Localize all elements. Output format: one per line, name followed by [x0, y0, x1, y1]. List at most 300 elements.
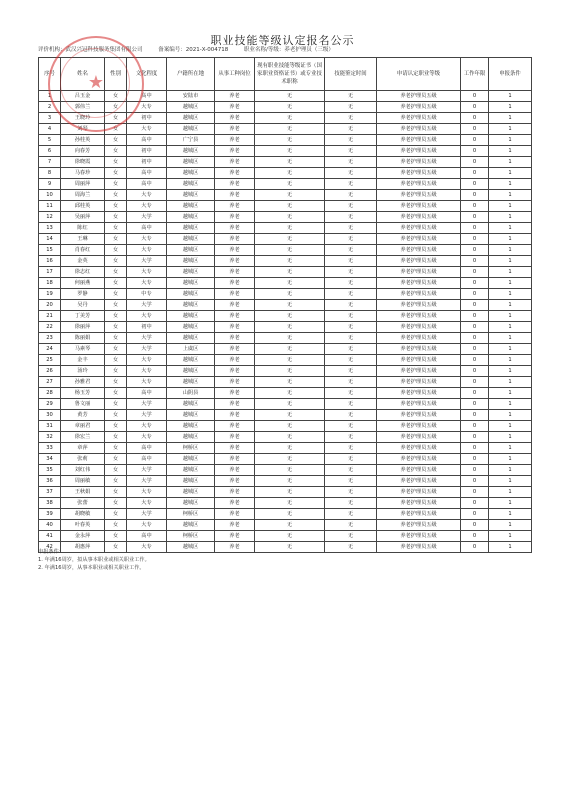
- table-cell: 女: [105, 498, 127, 509]
- table-row: [39, 201, 532, 212]
- table-cell: 1: [489, 542, 532, 553]
- table-cell: 邱桂英: [61, 201, 105, 212]
- table-cell: 徐宏兰: [61, 432, 105, 443]
- table-cell: 0: [461, 542, 489, 553]
- table-cell: 养老: [215, 256, 255, 267]
- table-cell: 1: [489, 465, 532, 476]
- table-cell: 胡晓敏: [61, 509, 105, 520]
- table-cell: 何丽燕: [61, 278, 105, 289]
- table-cell: 1: [489, 443, 532, 454]
- table-cell: 0: [461, 388, 489, 399]
- table-cell: 0: [461, 146, 489, 157]
- table-cell: 养老: [215, 476, 255, 487]
- table-row: [39, 223, 532, 234]
- table-cell: 养老护理员五级: [377, 509, 461, 520]
- table-cell: 养老: [215, 531, 255, 542]
- table-cell: 养老护理员五级: [377, 157, 461, 168]
- table-cell: 0: [461, 465, 489, 476]
- table-cell: 越城区: [167, 322, 215, 333]
- table-cell: 大专: [127, 190, 167, 201]
- table-cell: 无: [255, 124, 325, 135]
- table-cell: 养老护理员五级: [377, 476, 461, 487]
- table-cell: 女: [105, 454, 127, 465]
- table-cell: 陈红: [61, 223, 105, 234]
- table-cell: 无: [325, 377, 377, 388]
- table-cell: 养老: [215, 300, 255, 311]
- table-cell: 越城区: [167, 256, 215, 267]
- table-cell: 1: [489, 311, 532, 322]
- table-cell: 1: [489, 179, 532, 190]
- table-cell: 女: [105, 135, 127, 146]
- table-row: [39, 344, 532, 355]
- table-cell: 无: [325, 355, 377, 366]
- table-cell: 无: [325, 399, 377, 410]
- table-cell: 金丰: [61, 355, 105, 366]
- table-cell: 越城区: [167, 355, 215, 366]
- table-cell: 无: [325, 322, 377, 333]
- note-item: 1. 年满16周岁，拟从事本职业或相关职业工作。: [38, 557, 150, 563]
- table-cell: 1: [489, 333, 532, 344]
- column-header: 序号: [39, 58, 61, 91]
- table-cell: 无: [255, 520, 325, 531]
- table-cell: 高中: [127, 388, 167, 399]
- table-row: [39, 91, 532, 102]
- table-header-row: [39, 58, 532, 91]
- table-cell: 向春芳: [61, 146, 105, 157]
- table-cell: 女: [105, 432, 127, 443]
- table-cell: 1: [489, 190, 532, 201]
- table-cell: 王琳: [61, 234, 105, 245]
- table-cell: 越城区: [167, 476, 215, 487]
- table-cell: 0: [461, 498, 489, 509]
- table-cell: 越城区: [167, 520, 215, 531]
- table-cell: 0: [461, 212, 489, 223]
- column-header: 技能鉴定时间: [325, 58, 377, 91]
- table-cell: 养老护理员五级: [377, 256, 461, 267]
- table-cell: 0: [461, 124, 489, 135]
- table-cell: 女: [105, 333, 127, 344]
- table-cell: 养老护理员五级: [377, 377, 461, 388]
- table-cell: 1: [489, 278, 532, 289]
- table-cell: 养老: [215, 179, 255, 190]
- table-cell: 0: [461, 168, 489, 179]
- table-cell: 越城区: [167, 190, 215, 201]
- table-cell: 女: [105, 201, 127, 212]
- table-cell: 0: [461, 245, 489, 256]
- table-cell: 32: [39, 432, 61, 443]
- table-cell: 21: [39, 311, 61, 322]
- table-cell: 0: [461, 256, 489, 267]
- table-cell: 24: [39, 344, 61, 355]
- table-cell: 大专: [127, 498, 167, 509]
- table-cell: 无: [325, 388, 377, 399]
- table-cell: 大专: [127, 234, 167, 245]
- table-cell: 越城区: [167, 432, 215, 443]
- table-cell: 无: [255, 212, 325, 223]
- table-cell: 0: [461, 355, 489, 366]
- table-cell: 0: [461, 432, 489, 443]
- table-cell: 女: [105, 311, 127, 322]
- table-cell: 无: [325, 212, 377, 223]
- table-cell: 越城区: [167, 234, 215, 245]
- table-cell: 养老护理员五级: [377, 212, 461, 223]
- table-cell: 郭伟兰: [61, 102, 105, 113]
- table-cell: 1: [489, 124, 532, 135]
- column-header: 文化程度: [127, 58, 167, 91]
- table-cell: 无: [255, 157, 325, 168]
- table-cell: 无: [255, 267, 325, 278]
- table-cell: 大专: [127, 124, 167, 135]
- table-cell: 女: [105, 421, 127, 432]
- table-cell: 养老: [215, 542, 255, 553]
- table-cell: 越城区: [167, 465, 215, 476]
- table-cell: 无: [255, 344, 325, 355]
- table-cell: 无: [255, 146, 325, 157]
- table-cell: 女: [105, 344, 127, 355]
- table-cell: 无: [325, 476, 377, 487]
- table-cell: 女: [105, 113, 127, 124]
- table-row: [39, 168, 532, 179]
- table-cell: 9: [39, 179, 61, 190]
- table-cell: 0: [461, 223, 489, 234]
- table-cell: 1: [489, 256, 532, 267]
- table-cell: 1: [489, 520, 532, 531]
- table-cell: 越城区: [167, 487, 215, 498]
- table-cell: 29: [39, 399, 61, 410]
- table-cell: 女: [105, 322, 127, 333]
- table-cell: 无: [325, 91, 377, 102]
- table-cell: 养老: [215, 289, 255, 300]
- table-cell: 养老护理员五级: [377, 366, 461, 377]
- table-cell: 无: [255, 498, 325, 509]
- table-cell: 1: [489, 300, 532, 311]
- table-cell: 养老护理员五级: [377, 113, 461, 124]
- plan-number: 备案编号：2021-X-004718: [158, 47, 229, 53]
- table-cell: 1: [489, 476, 532, 487]
- table-cell: 女: [105, 487, 127, 498]
- table-cell: 初中: [127, 157, 167, 168]
- table-cell: 3: [39, 113, 61, 124]
- table-cell: 无: [255, 399, 325, 410]
- table-cell: 养老: [215, 465, 255, 476]
- table-row: [39, 113, 532, 124]
- table-cell: 黄芳: [61, 410, 105, 421]
- table-row: [39, 300, 532, 311]
- table-row: [39, 157, 532, 168]
- table-cell: 无: [255, 410, 325, 421]
- table-cell: 女: [105, 399, 127, 410]
- table-cell: 初中: [127, 146, 167, 157]
- table-cell: 越城区: [167, 168, 215, 179]
- table-cell: 女: [105, 212, 127, 223]
- occupation-level: 职业名称/等级：养老护理员（三级）: [243, 47, 334, 53]
- table-cell: 34: [39, 454, 61, 465]
- table-cell: 越城区: [167, 201, 215, 212]
- table-cell: 无: [325, 443, 377, 454]
- table-cell: 0: [461, 322, 489, 333]
- table-cell: 越城区: [167, 399, 215, 410]
- table-cell: 1: [489, 157, 532, 168]
- table-cell: 养老: [215, 498, 255, 509]
- table-cell: 1: [489, 201, 532, 212]
- table-cell: 无: [255, 256, 325, 267]
- table-row: [39, 443, 532, 454]
- table-cell: 无: [325, 300, 377, 311]
- table-cell: 养老护理员五级: [377, 190, 461, 201]
- table-cell: 无: [325, 520, 377, 531]
- table-cell: 无: [325, 542, 377, 553]
- table-cell: 0: [461, 135, 489, 146]
- table-cell: 养老: [215, 146, 255, 157]
- table-cell: 42: [39, 542, 61, 553]
- table-cell: 无: [325, 113, 377, 124]
- table-cell: 无: [255, 531, 325, 542]
- table-cell: 高中: [127, 135, 167, 146]
- table-row: [39, 366, 532, 377]
- table-cell: 养老: [215, 399, 255, 410]
- table-cell: 越城区: [167, 223, 215, 234]
- table-cell: 安陆市: [167, 91, 215, 102]
- table-cell: 养老护理员五级: [377, 421, 461, 432]
- table-cell: 0: [461, 520, 489, 531]
- table-cell: 越城区: [167, 179, 215, 190]
- table-cell: 19: [39, 289, 61, 300]
- table-cell: 无: [325, 234, 377, 245]
- table-cell: 无: [255, 487, 325, 498]
- table-cell: 养老护理员五级: [377, 443, 461, 454]
- table-cell: 养老: [215, 388, 255, 399]
- table-cell: 初中: [127, 113, 167, 124]
- table-cell: 女: [105, 267, 127, 278]
- table-cell: 越城区: [167, 377, 215, 388]
- table-cell: 1: [489, 410, 532, 421]
- table-cell: 养老: [215, 311, 255, 322]
- table-cell: 女: [105, 410, 127, 421]
- table-cell: 无: [255, 223, 325, 234]
- table-cell: 越城区: [167, 333, 215, 344]
- table-cell: 越城区: [167, 542, 215, 553]
- table-cell: 养老: [215, 322, 255, 333]
- table-cell: 31: [39, 421, 61, 432]
- table-cell: 养老护理员五级: [377, 388, 461, 399]
- table-cell: 无: [325, 421, 377, 432]
- table-cell: 吴丹: [61, 300, 105, 311]
- table-cell: 无: [255, 509, 325, 520]
- table-cell: 女: [105, 366, 127, 377]
- table-cell: 大学: [127, 476, 167, 487]
- table-cell: 大学: [127, 333, 167, 344]
- institution-label: 评价机构：武汉兴冠科技服务集团有限公司: [38, 47, 143, 53]
- table-row: [39, 278, 532, 289]
- table-cell: 广宁县: [167, 135, 215, 146]
- table-cell: 章丽君: [61, 421, 105, 432]
- table-cell: 养老护理员五级: [377, 498, 461, 509]
- table-cell: 养老: [215, 102, 255, 113]
- table-row: [39, 509, 532, 520]
- table-cell: 无: [325, 157, 377, 168]
- table-cell: 1: [489, 245, 532, 256]
- table-cell: 刘琴: [61, 124, 105, 135]
- table-cell: 越城区: [167, 267, 215, 278]
- table-cell: 女: [105, 256, 127, 267]
- table-cell: 无: [325, 267, 377, 278]
- table-row: [39, 234, 532, 245]
- note-item: 2. 年满16周岁，从事本职业或相关职业工作。: [38, 565, 145, 571]
- table-cell: 无: [325, 410, 377, 421]
- table-cell: 1: [489, 223, 532, 234]
- table-cell: 养老护理员五级: [377, 135, 461, 146]
- table-cell: 25: [39, 355, 61, 366]
- table-cell: 11: [39, 201, 61, 212]
- table-cell: 养老: [215, 454, 255, 465]
- table-cell: 女: [105, 157, 127, 168]
- table-cell: 无: [325, 135, 377, 146]
- table-cell: 0: [461, 443, 489, 454]
- table-cell: 大专: [127, 311, 167, 322]
- table-cell: 养老护理员五级: [377, 355, 461, 366]
- table-cell: 无: [325, 454, 377, 465]
- table-cell: 大学: [127, 212, 167, 223]
- table-cell: 女: [105, 245, 127, 256]
- table-cell: 26: [39, 366, 61, 377]
- table-cell: 女: [105, 542, 127, 553]
- table-cell: 0: [461, 157, 489, 168]
- table-row: [39, 520, 532, 531]
- table-cell: 大专: [127, 201, 167, 212]
- table-cell: 1: [489, 355, 532, 366]
- table-cell: 39: [39, 509, 61, 520]
- table-cell: 养老: [215, 234, 255, 245]
- table-cell: 无: [255, 91, 325, 102]
- table-cell: 0: [461, 377, 489, 388]
- table-cell: 无: [255, 476, 325, 487]
- table-cell: 大专: [127, 487, 167, 498]
- table-cell: 无: [255, 311, 325, 322]
- table-cell: 无: [325, 245, 377, 256]
- table-row: [39, 333, 532, 344]
- table-row: [39, 124, 532, 135]
- table-cell: 无: [325, 278, 377, 289]
- table-cell: 无: [325, 366, 377, 377]
- table-cell: 王秋娟: [61, 487, 105, 498]
- table-cell: 马春珍: [61, 168, 105, 179]
- table-cell: 13: [39, 223, 61, 234]
- table-cell: 养老: [215, 190, 255, 201]
- table-cell: 1: [489, 322, 532, 333]
- table-cell: 孙雅君: [61, 377, 105, 388]
- table-cell: 无: [255, 355, 325, 366]
- table-cell: 养老护理员五级: [377, 322, 461, 333]
- table-cell: 6: [39, 146, 61, 157]
- table-cell: 徐晓霞: [61, 157, 105, 168]
- table-cell: 女: [105, 355, 127, 366]
- table-cell: 金英: [61, 256, 105, 267]
- table-cell: 无: [325, 201, 377, 212]
- table-cell: 越城区: [167, 498, 215, 509]
- table-cell: 养老护理员五级: [377, 245, 461, 256]
- table-cell: 无: [325, 498, 377, 509]
- table-cell: 大学: [127, 410, 167, 421]
- table-cell: 2: [39, 102, 61, 113]
- table-cell: 0: [461, 399, 489, 410]
- table-cell: 叶春英: [61, 520, 105, 531]
- table-cell: 1: [489, 421, 532, 432]
- table-cell: 大专: [127, 355, 167, 366]
- table-cell: 养老: [215, 245, 255, 256]
- table-cell: 养老: [215, 201, 255, 212]
- table-row: [39, 421, 532, 432]
- table-cell: 养老: [215, 344, 255, 355]
- table-cell: 王晓玲: [61, 113, 105, 124]
- table-cell: 无: [255, 102, 325, 113]
- table-cell: 0: [461, 333, 489, 344]
- table-cell: 无: [255, 190, 325, 201]
- table-cell: 女: [105, 146, 127, 157]
- table-cell: 养老: [215, 135, 255, 146]
- table-cell: 大学: [127, 465, 167, 476]
- column-header: 性别: [105, 58, 127, 91]
- table-cell: 1: [489, 366, 532, 377]
- table-cell: 胡惠萍: [61, 542, 105, 553]
- table-cell: 吕玉金: [61, 91, 105, 102]
- table-cell: 无: [325, 432, 377, 443]
- table-cell: 无: [255, 377, 325, 388]
- table-cell: 无: [325, 223, 377, 234]
- table-cell: 女: [105, 531, 127, 542]
- table-cell: 养老护理员五级: [377, 399, 461, 410]
- table-row: [39, 289, 532, 300]
- table-cell: 女: [105, 465, 127, 476]
- table-cell: 高中: [127, 168, 167, 179]
- table-cell: 0: [461, 311, 489, 322]
- table-row: [39, 476, 532, 487]
- table-cell: 28: [39, 388, 61, 399]
- table-cell: 大专: [127, 421, 167, 432]
- table-cell: 0: [461, 344, 489, 355]
- table-cell: 柯桥区: [167, 531, 215, 542]
- table-row: [39, 531, 532, 542]
- seal-star-icon: ★: [87, 72, 105, 93]
- column-header: 姓名: [61, 58, 105, 91]
- table-cell: 无: [255, 234, 325, 245]
- table-row: [39, 190, 532, 201]
- table-cell: 0: [461, 179, 489, 190]
- table-cell: 0: [461, 476, 489, 487]
- table-cell: 无: [325, 256, 377, 267]
- table-cell: 1: [489, 531, 532, 542]
- table-cell: 女: [105, 234, 127, 245]
- table-cell: 无: [255, 201, 325, 212]
- table-cell: 养老护理员五级: [377, 487, 461, 498]
- table-cell: 1: [39, 91, 61, 102]
- table-cell: 无: [325, 311, 377, 322]
- table-cell: 0: [461, 113, 489, 124]
- table-cell: 养老护理员五级: [377, 168, 461, 179]
- table-cell: 0: [461, 300, 489, 311]
- table-cell: 养老: [215, 157, 255, 168]
- table-cell: 越城区: [167, 278, 215, 289]
- table-cell: 越城区: [167, 102, 215, 113]
- table-cell: 12: [39, 212, 61, 223]
- table-row: [39, 454, 532, 465]
- table-cell: 无: [255, 542, 325, 553]
- table-cell: 无: [325, 146, 377, 157]
- table-cell: 0: [461, 190, 489, 201]
- table-cell: 养老: [215, 443, 255, 454]
- table-cell: 女: [105, 190, 127, 201]
- table-cell: 养老: [215, 333, 255, 344]
- table-cell: 无: [255, 465, 325, 476]
